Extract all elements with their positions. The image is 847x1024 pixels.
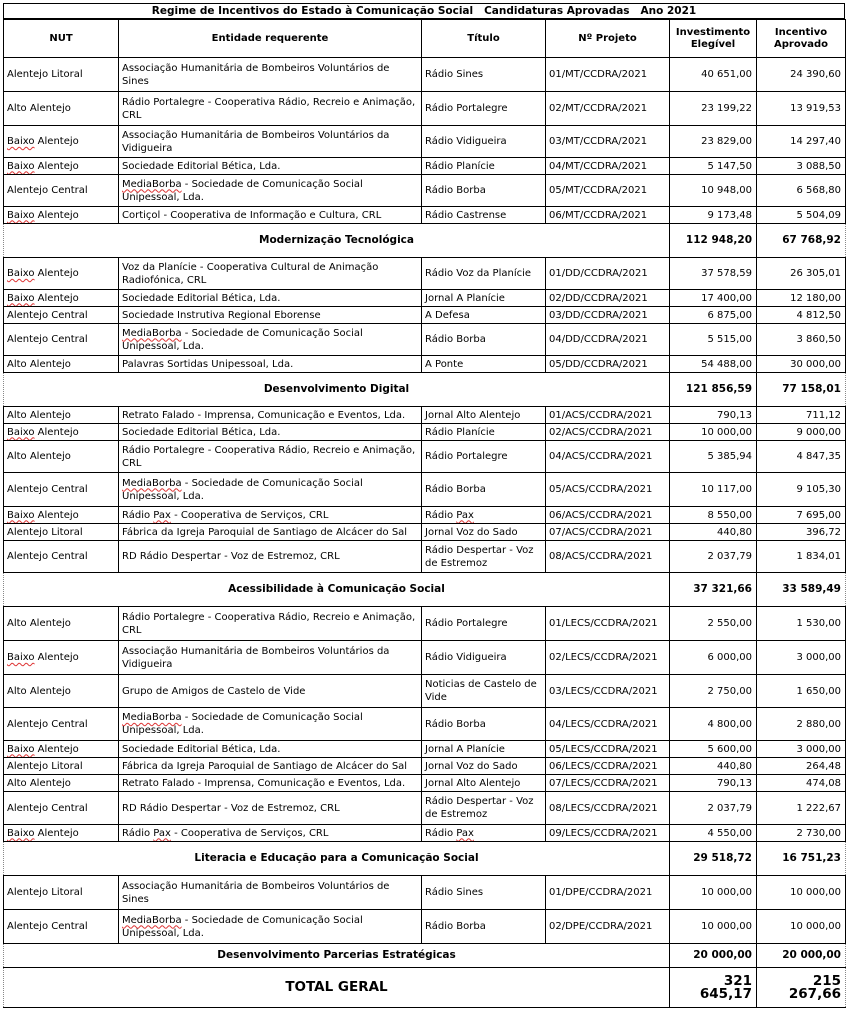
- entidade-cell: RD Rádio Despertar - Voz de Estremoz, CRL: [119, 541, 422, 573]
- total-investimento: 321 645,17: [670, 968, 757, 1008]
- incentivo-cell: 396,72: [757, 524, 846, 541]
- incentivo-cell: 3 860,50: [757, 324, 846, 356]
- nut-cell: Alentejo Central: [4, 324, 119, 356]
- incentivo-cell: 5 504,09: [757, 207, 846, 224]
- titulo-cell: Rádio Planície: [422, 424, 546, 441]
- incentivo-cell: 30 000,00: [757, 356, 846, 373]
- investimento-cell: 10 000,00: [670, 876, 757, 910]
- investimento-cell: 4 800,00: [670, 708, 757, 741]
- titulo-cell: Rádio Planície: [422, 158, 546, 175]
- investimento-cell: 37 578,59: [670, 258, 757, 290]
- titulo-cell: Rádio Voz da Planície: [422, 258, 546, 290]
- titulo-cell: Rádio Vidigueira: [422, 126, 546, 158]
- entidade-cell: Rádio Portalegre - Cooperativa Rádio, Recreio e Animação, CRL: [119, 607, 422, 641]
- titulo-cell: Rádio Borba: [422, 324, 546, 356]
- nut-cell: Alentejo Central: [4, 307, 119, 324]
- subtotal-incentivo: 16 751,23: [757, 842, 846, 876]
- table-row: [4, 541, 846, 573]
- incentivo-cell: 24 390,60: [757, 58, 846, 92]
- entidade-cell: RD Rádio Despertar - Voz de Estremoz, CRL: [119, 792, 422, 825]
- titulo-cell: Rádio Despertar - Voz de Estremoz: [422, 792, 546, 825]
- header-investimento: Investimento Elegível: [670, 20, 757, 58]
- investimento-cell: 2 550,00: [670, 607, 757, 641]
- incentivo-cell: 264,48: [757, 758, 846, 775]
- incentivo-cell: 474,08: [757, 775, 846, 792]
- investimento-cell: 17 400,00: [670, 290, 757, 307]
- nut-cell: Baixo Alentejo: [4, 258, 119, 290]
- entidade-cell: MediaBorba - Sociedade de Comunicação Social Unipessoal, Lda.: [119, 473, 422, 507]
- incentivo-cell: 3 088,50: [757, 158, 846, 175]
- projeto-cell: 02/DPE/CCDRA/2021: [546, 910, 670, 944]
- titulo-cell: Jornal Alto Alentejo: [422, 407, 546, 424]
- table-row: [4, 507, 846, 524]
- nut-cell: Alentejo Litoral: [4, 758, 119, 775]
- table-row: [4, 708, 846, 741]
- table-row: [4, 524, 846, 541]
- header-titulo: Título: [422, 20, 546, 58]
- table-row: [4, 126, 846, 158]
- investimento-cell: 2 750,00: [670, 675, 757, 708]
- entidade-cell: Retrato Falado - Imprensa, Comunicação e Eventos, Lda.: [119, 775, 422, 792]
- subtotal-label: Modernização Tecnológica: [4, 224, 670, 258]
- projeto-cell: 02/ACS/CCDRA/2021: [546, 424, 670, 441]
- entidade-cell: Grupo de Amigos de Castelo de Vide: [119, 675, 422, 708]
- subtotal-incentivo: 33 589,49: [757, 573, 846, 607]
- titulo-cell: A Defesa: [422, 307, 546, 324]
- projeto-cell: 08/LECS/CCDRA/2021: [546, 792, 670, 825]
- subtotal-row: [4, 224, 846, 258]
- investimento-cell: 4 550,00: [670, 825, 757, 842]
- incentivo-cell: 1 530,00: [757, 607, 846, 641]
- projeto-cell: 05/MT/CCDRA/2021: [546, 175, 670, 207]
- nut-cell: Alentejo Central: [4, 708, 119, 741]
- subtotal-row: [4, 944, 846, 968]
- entidade-cell: Palavras Sortidas Unipessoal, Lda.: [119, 356, 422, 373]
- table-row: [4, 876, 846, 910]
- subtotal-row: [4, 842, 846, 876]
- table-row: [4, 758, 846, 775]
- header-row: [4, 20, 846, 58]
- titulo-cell: Rádio Portalegre: [422, 607, 546, 641]
- table-row: [4, 158, 846, 175]
- investimento-cell: 2 037,79: [670, 792, 757, 825]
- incentivo-cell: 13 919,53: [757, 92, 846, 126]
- titulo-cell: Rádio Borba: [422, 175, 546, 207]
- table-row: [4, 207, 846, 224]
- nut-cell: Alentejo Central: [4, 175, 119, 207]
- table-row: [4, 441, 846, 473]
- subtotal-label: Desenvolvimento Digital: [4, 373, 670, 407]
- table-row: [4, 775, 846, 792]
- entidade-cell: Sociedade Instrutiva Regional Eborense: [119, 307, 422, 324]
- nut-cell: Alentejo Central: [4, 792, 119, 825]
- titulo-cell: Rádio Castrense: [422, 207, 546, 224]
- nut-cell: Alto Alentejo: [4, 775, 119, 792]
- incentivo-cell: 1 650,00: [757, 675, 846, 708]
- investimento-cell: 5 515,00: [670, 324, 757, 356]
- titulo-cell: Rádio Sines: [422, 58, 546, 92]
- entidade-cell: Rádio Portalegre - Cooperativa Rádio, Recreio e Animação, CRL: [119, 92, 422, 126]
- entidade-cell: Voz da Planície - Cooperativa Cultural de Animação Radiofónica, CRL: [119, 258, 422, 290]
- total-incentivo: 215 267,66: [757, 968, 846, 1008]
- investimento-cell: 40 651,00: [670, 58, 757, 92]
- table-row: [4, 175, 846, 207]
- nut-cell: Baixo Alentejo: [4, 641, 119, 675]
- table-row: [4, 356, 846, 373]
- projeto-cell: 01/LECS/CCDRA/2021: [546, 607, 670, 641]
- nut-cell: Alto Alentejo: [4, 441, 119, 473]
- nut-cell: Baixo Alentejo: [4, 507, 119, 524]
- table-row: [4, 641, 846, 675]
- projeto-cell: 01/ACS/CCDRA/2021: [546, 407, 670, 424]
- titulo-cell: Rádio Borba: [422, 708, 546, 741]
- entidade-cell: Associação Humanitária de Bombeiros Voluntários de Sines: [119, 876, 422, 910]
- incentivo-cell: 9 000,00: [757, 424, 846, 441]
- entidade-cell: MediaBorba - Sociedade de Comunicação Social Unipessoal, Lda.: [119, 324, 422, 356]
- projeto-cell: 07/ACS/CCDRA/2021: [546, 524, 670, 541]
- projeto-cell: 03/LECS/CCDRA/2021: [546, 675, 670, 708]
- incentivo-cell: 711,12: [757, 407, 846, 424]
- projeto-cell: 01/DPE/CCDRA/2021: [546, 876, 670, 910]
- incentivo-cell: 3 000,00: [757, 741, 846, 758]
- table-body: [4, 58, 846, 1008]
- projeto-cell: 04/MT/CCDRA/2021: [546, 158, 670, 175]
- incentivo-cell: 6 568,80: [757, 175, 846, 207]
- nut-cell: Alto Alentejo: [4, 407, 119, 424]
- entidade-cell: Sociedade Editorial Bética, Lda.: [119, 741, 422, 758]
- entidade-cell: Rádio Pax - Cooperativa de Serviços, CRL: [119, 825, 422, 842]
- subtotal-incentivo: 20 000,00: [757, 944, 846, 968]
- entidade-cell: Retrato Falado - Imprensa, Comunicação e Eventos, Lda.: [119, 407, 422, 424]
- nut-cell: Alentejo Central: [4, 910, 119, 944]
- investimento-cell: 5 147,50: [670, 158, 757, 175]
- table-row: [4, 825, 846, 842]
- entidade-cell: Fábrica da Igreja Paroquial de Santiago de Alcácer do Sal: [119, 758, 422, 775]
- table-row: [4, 258, 846, 290]
- table-row: [4, 424, 846, 441]
- projeto-cell: 02/LECS/CCDRA/2021: [546, 641, 670, 675]
- projeto-cell: 06/LECS/CCDRA/2021: [546, 758, 670, 775]
- subtotal-row: [4, 573, 846, 607]
- titulo-cell: A Ponte: [422, 356, 546, 373]
- investimento-cell: 8 550,00: [670, 507, 757, 524]
- nut-cell: Baixo Alentejo: [4, 825, 119, 842]
- subtotal-investimento: 37 321,66: [670, 573, 757, 607]
- projeto-cell: 02/MT/CCDRA/2021: [546, 92, 670, 126]
- sheet-title: Regime de Incentivos do Estado à Comunicação Social Candidaturas Aprovadas Ano 2021: [3, 3, 845, 19]
- incentivo-cell: 10 000,00: [757, 910, 846, 944]
- table-row: [4, 607, 846, 641]
- subtotal-label: Literacia e Educação para a Comunicação Social: [4, 842, 670, 876]
- incentivo-cell: 3 000,00: [757, 641, 846, 675]
- entidade-cell: Associação Humanitária de Bombeiros Voluntários da Vidigueira: [119, 641, 422, 675]
- nut-cell: Alto Alentejo: [4, 607, 119, 641]
- entidade-cell: MediaBorba - Sociedade de Comunicação Social Unipessoal, Lda.: [119, 708, 422, 741]
- titulo-cell: Jornal Alto Alentejo: [422, 775, 546, 792]
- entidade-cell: Cortiçol - Cooperativa de Informação e Cultura, CRL: [119, 207, 422, 224]
- nut-cell: Baixo Alentejo: [4, 158, 119, 175]
- investimento-cell: 5 385,94: [670, 441, 757, 473]
- header-nut: NUT: [4, 20, 119, 58]
- titulo-cell: Rádio Borba: [422, 910, 546, 944]
- nut-cell: Baixo Alentejo: [4, 424, 119, 441]
- nut-cell: Alentejo Litoral: [4, 524, 119, 541]
- investimento-cell: 790,13: [670, 407, 757, 424]
- subtotal-investimento: 121 856,59: [670, 373, 757, 407]
- investimento-cell: 23 199,22: [670, 92, 757, 126]
- nut-cell: Alentejo Central: [4, 473, 119, 507]
- entidade-cell: MediaBorba - Sociedade de Comunicação Social Unipessoal, Lda.: [119, 175, 422, 207]
- incentivo-cell: 4 847,35: [757, 441, 846, 473]
- nut-cell: Alto Alentejo: [4, 675, 119, 708]
- incentivo-cell: 9 105,30: [757, 473, 846, 507]
- projeto-cell: 03/MT/CCDRA/2021: [546, 126, 670, 158]
- investimento-cell: 10 000,00: [670, 910, 757, 944]
- projeto-cell: 03/DD/CCDRA/2021: [546, 307, 670, 324]
- investimento-cell: 790,13: [670, 775, 757, 792]
- entidade-cell: Rádio Pax - Cooperativa de Serviços, CRL: [119, 507, 422, 524]
- table-row: [4, 792, 846, 825]
- projeto-cell: 05/DD/CCDRA/2021: [546, 356, 670, 373]
- nut-cell: Baixo Alentejo: [4, 207, 119, 224]
- nut-cell: Alto Alentejo: [4, 92, 119, 126]
- projeto-cell: 04/DD/CCDRA/2021: [546, 324, 670, 356]
- nut-cell: Alentejo Central: [4, 541, 119, 573]
- nut-cell: Baixo Alentejo: [4, 290, 119, 307]
- incentivo-cell: 26 305,01: [757, 258, 846, 290]
- header-incentivo: Incentivo Aprovado: [757, 20, 846, 58]
- nut-cell: Alentejo Litoral: [4, 58, 119, 92]
- investimento-cell: 2 037,79: [670, 541, 757, 573]
- entidade-cell: Sociedade Editorial Bética, Lda.: [119, 158, 422, 175]
- header-projeto: Nº Projeto: [546, 20, 670, 58]
- table-row: [4, 92, 846, 126]
- incentivo-cell: 7 695,00: [757, 507, 846, 524]
- nut-cell: Alto Alentejo: [4, 356, 119, 373]
- titulo-cell: Rádio Sines: [422, 876, 546, 910]
- titulo-cell: Jornal Voz do Sado: [422, 524, 546, 541]
- incentivo-cell: 1 222,67: [757, 792, 846, 825]
- entidade-cell: MediaBorba - Sociedade de Comunicação Social Unipessoal, Lda.: [119, 910, 422, 944]
- nut-cell: Baixo Alentejo: [4, 126, 119, 158]
- projeto-cell: 07/LECS/CCDRA/2021: [546, 775, 670, 792]
- projeto-cell: 04/LECS/CCDRA/2021: [546, 708, 670, 741]
- subtotal-investimento: 29 518,72: [670, 842, 757, 876]
- projeto-cell: 02/DD/CCDRA/2021: [546, 290, 670, 307]
- projeto-cell: 08/ACS/CCDRA/2021: [546, 541, 670, 573]
- table-row: [4, 290, 846, 307]
- table-row: [4, 324, 846, 356]
- projeto-cell: 05/LECS/CCDRA/2021: [546, 741, 670, 758]
- subtotal-investimento: 112 948,20: [670, 224, 757, 258]
- candidates-table: [3, 19, 846, 1008]
- entidade-cell: Associação Humanitária de Bombeiros Voluntários de Sines: [119, 58, 422, 92]
- titulo-cell: Rádio Portalegre: [422, 441, 546, 473]
- titulo-cell: Jornal A Planície: [422, 741, 546, 758]
- investimento-cell: 54 488,00: [670, 356, 757, 373]
- titulo-cell: Rádio Pax: [422, 507, 546, 524]
- table-row: [4, 675, 846, 708]
- projeto-cell: 05/ACS/CCDRA/2021: [546, 473, 670, 507]
- investimento-cell: 6 875,00: [670, 307, 757, 324]
- table-row: [4, 407, 846, 424]
- nut-cell: Baixo Alentejo: [4, 741, 119, 758]
- projeto-cell: 04/ACS/CCDRA/2021: [546, 441, 670, 473]
- titulo-cell: Jornal Voz do Sado: [422, 758, 546, 775]
- entidade-cell: Sociedade Editorial Bética, Lda.: [119, 290, 422, 307]
- total-row: [4, 968, 846, 1008]
- titulo-cell: Rádio Borba: [422, 473, 546, 507]
- investimento-cell: 10 000,00: [670, 424, 757, 441]
- incentivo-cell: 12 180,00: [757, 290, 846, 307]
- investimento-cell: 23 829,00: [670, 126, 757, 158]
- entidade-cell: Rádio Portalegre - Cooperativa Rádio, Recreio e Animação, CRL: [119, 441, 422, 473]
- titulo-cell: Noticias de Castelo de Vide: [422, 675, 546, 708]
- table-row: [4, 58, 846, 92]
- incentivo-cell: 14 297,40: [757, 126, 846, 158]
- titulo-cell: Rádio Despertar - Voz de Estremoz: [422, 541, 546, 573]
- incentivo-cell: 1 834,01: [757, 541, 846, 573]
- incentivo-cell: 2 730,00: [757, 825, 846, 842]
- incentivo-cell: 4 812,50: [757, 307, 846, 324]
- entidade-cell: Fábrica da Igreja Paroquial de Santiago de Alcácer do Sal: [119, 524, 422, 541]
- investimento-cell: 5 600,00: [670, 741, 757, 758]
- investimento-cell: 9 173,48: [670, 207, 757, 224]
- incentivo-cell: 10 000,00: [757, 876, 846, 910]
- investimento-cell: 10 948,00: [670, 175, 757, 207]
- table-row: [4, 741, 846, 758]
- entidade-cell: Sociedade Editorial Bética, Lda.: [119, 424, 422, 441]
- subtotal-label: Acessibilidade à Comunicação Social: [4, 573, 670, 607]
- projeto-cell: 01/DD/CCDRA/2021: [546, 258, 670, 290]
- titulo-cell: Rádio Portalegre: [422, 92, 546, 126]
- projeto-cell: 06/MT/CCDRA/2021: [546, 207, 670, 224]
- table-row: [4, 307, 846, 324]
- projeto-cell: 06/ACS/CCDRA/2021: [546, 507, 670, 524]
- incentivo-cell: 2 880,00: [757, 708, 846, 741]
- subtotal-incentivo: 67 768,92: [757, 224, 846, 258]
- entidade-cell: Associação Humanitária de Bombeiros Voluntários da Vidigueira: [119, 126, 422, 158]
- subtotal-label: Desenvolvimento Parcerias Estratégicas: [4, 944, 670, 968]
- subtotal-row: [4, 373, 846, 407]
- projeto-cell: 01/MT/CCDRA/2021: [546, 58, 670, 92]
- investimento-cell: 440,80: [670, 758, 757, 775]
- table-row: [4, 910, 846, 944]
- titulo-cell: Rádio Vidigueira: [422, 641, 546, 675]
- nut-cell: Alentejo Litoral: [4, 876, 119, 910]
- titulo-cell: Rádio Pax: [422, 825, 546, 842]
- investimento-cell: 10 117,00: [670, 473, 757, 507]
- investimento-cell: 440,80: [670, 524, 757, 541]
- total-label: TOTAL GERAL: [4, 968, 670, 1008]
- investimento-cell: 6 000,00: [670, 641, 757, 675]
- subtotal-investimento: 20 000,00: [670, 944, 757, 968]
- table-row: [4, 473, 846, 507]
- subtotal-incentivo: 77 158,01: [757, 373, 846, 407]
- titulo-cell: Jornal A Planície: [422, 290, 546, 307]
- projeto-cell: 09/LECS/CCDRA/2021: [546, 825, 670, 842]
- header-entidade: Entidade requerente: [119, 20, 422, 58]
